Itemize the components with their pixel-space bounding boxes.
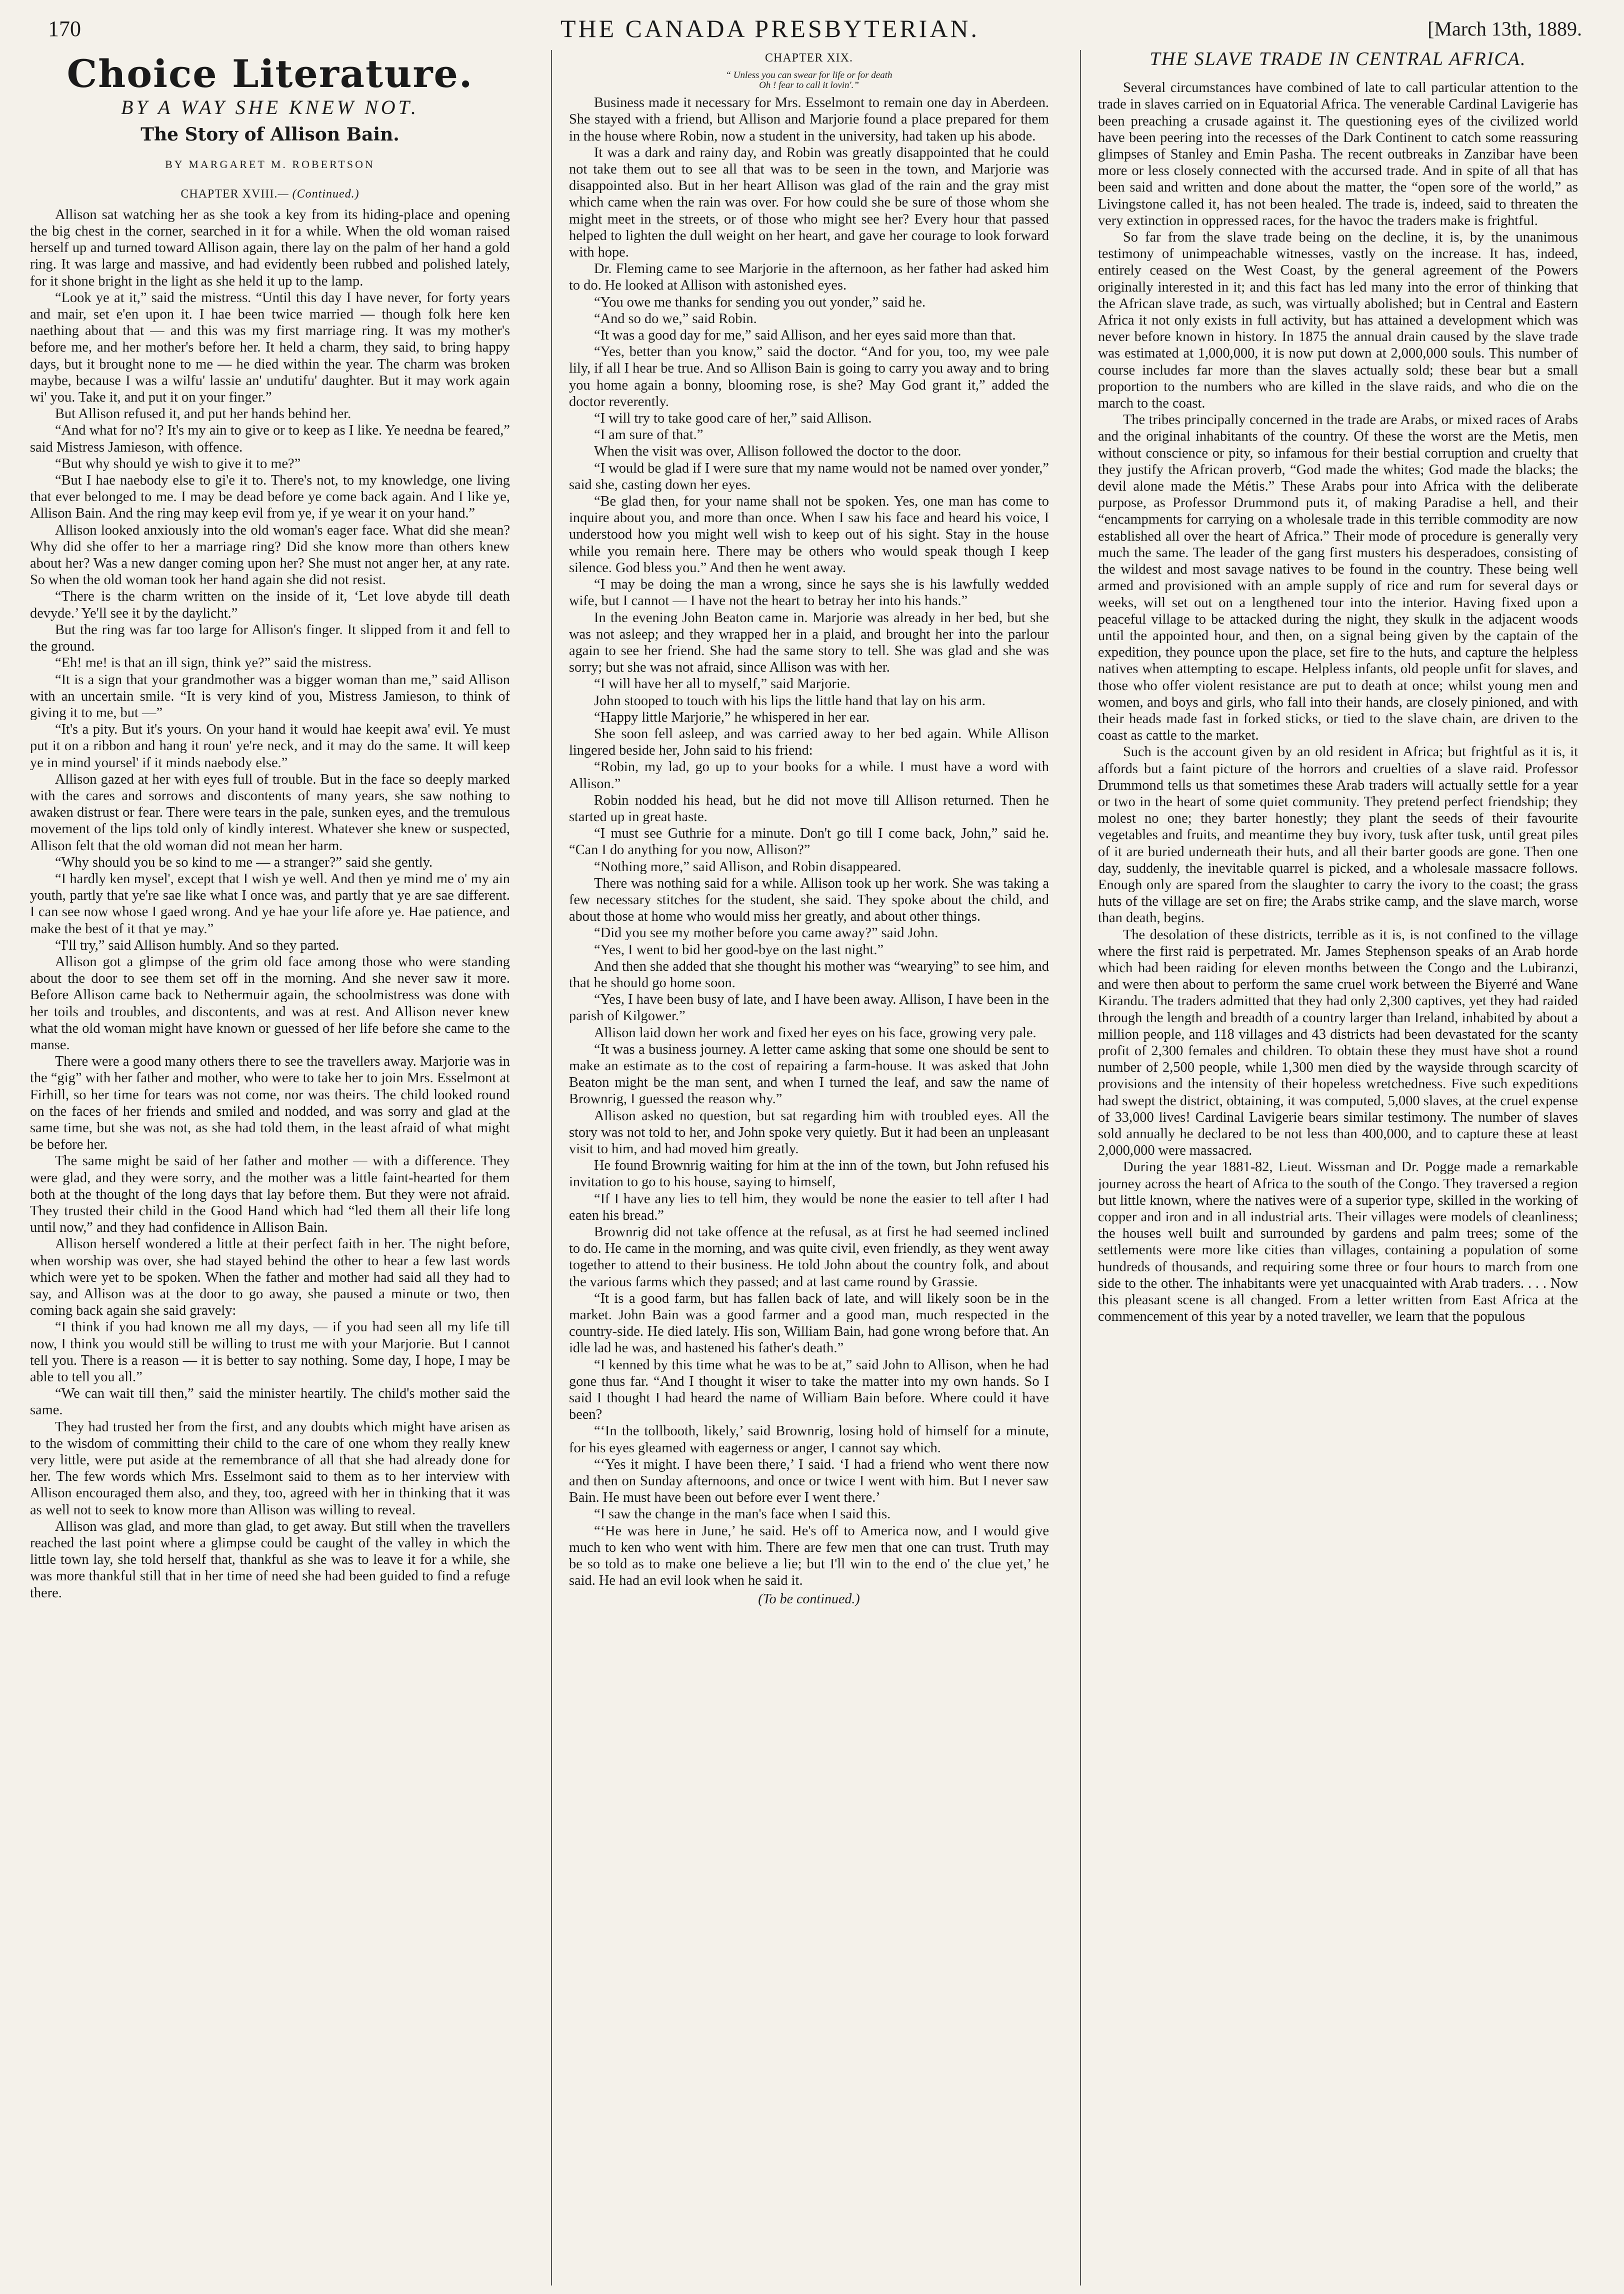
paragraph: “You owe me thanks for sending you out yonder,” said he.: [594, 294, 926, 310]
paragraph: Allison got a glimpse of the grim old face among those who were standing about the door to see them set off in the morning. And she never saw it more. Before Allison came back to Nethermuir again, the schoolmistress was done with her toils and troubles, and discontents, and was at rest. And Allison never knew what the old woman might have known or guessed of her life before she came to the manse.: [30, 954, 510, 1053]
story-title: BY A WAY SHE KNEW NOT.: [121, 96, 419, 119]
masthead: [48, 9, 1582, 48]
paragraph: “I saw the change in the man's face when I said this.: [594, 1506, 891, 1522]
paragraph: “‘Yes it might. I have been there,’ I said. ‘I had a friend who went there now and then on Sunday afternoons, and once or twice I went with him. But I never saw Bain. He must have been out before ever I went there.’: [569, 1456, 1049, 1506]
paragraph: Allison laid down her work and fixed her eyes on his face, growing very pale.: [594, 1025, 1036, 1041]
chapter-heading: CHAPTER XIX.: [764, 52, 853, 65]
column-rule-1: [551, 50, 552, 2285]
chapter-epigraph: [569, 71, 1049, 91]
paragraph: “There is the charm written on the inside of it, ‘Let love abyde till death devyde.’ Ye'll see it by the daylicht.”: [30, 589, 510, 621]
paragraph: “Yes, I went to bid her good-bye on the last night.”: [594, 942, 884, 958]
paragraph: But the ring was far too large for Allison's finger. It slipped from it and fell to the ground.: [30, 622, 510, 655]
paragraph: “Be glad then, for your name shall not be spoken. Yes, one man has come to inquire about you, and more than once. When I saw his face and heard his voice, I understood how you might well wish to keep out of his sight. Stay in the house while you remain here. There may be others who would speak though I keep silence. God bless you.” And then he went away.: [569, 494, 1049, 576]
chapter-heading: [30, 186, 510, 203]
paragraph: “Why should you be so kind to me — a stranger?” said she gently.: [55, 854, 433, 870]
column-slave-trade-article: [1098, 50, 1578, 2285]
paragraph: John stooped to touch with his lips the little hand that lay on his arm.: [594, 693, 986, 709]
paragraph: “Look ye at it,” said the mistress. “Until this day I have never, for forty years and mair, set e'en upon it. I hae been twice married — though folk here ken naething about that — and this was my first marriage ring. It was my mother's before me, and her mother's before her. It held a charm, they said, to bring happy days, but it brought none to me — he died within the year. The charm was broken maybe, because I was a wilfu' lassie an' undutifu' daughter. But it may work again wi' you. Take it, and put it on your finger.”: [30, 290, 510, 406]
paragraph: “We can wait till then,” said the minister heartily. The child's mother said the same.: [30, 1386, 510, 1418]
paragraph: “But I hae naebody else to gi'e it to. There's not, to my knowledge, one living that ever belonged to me. I may be dead before ye come back again. And I like ye, Allison Bain. And the ring may keep evil from ye, if ye wear it on your hand.”: [30, 473, 510, 522]
page-number: 170: [48, 16, 81, 41]
chapter-note: — (Continued.): [278, 187, 360, 201]
paragraph: “I hardly ken mysel', except that I wish ye well. And then ye mind me o' my ain youth, partly that ye're sae like what I once was, and partly that ye are sae different. I can see now whose I gaed wrong. And ye hae your life afore ye. Hae patience, and make the best of it that ye may.”: [30, 871, 510, 937]
paragraph: The desolation of these districts, terrible as it is, is not confined to the village where the first raid is perpetrated. Mr. James Stephenson speaks of an Arab horde which had been raiding for eleven months between the Congo and the Lubiranzi, and were then about to perform the same cruel work between the Biyerré and Wane Kirandu. The traders admitted that they had only 2,300 captives, yet they had raided through the length and breadth of a country larger than Ireland, inhabited by about a million people, and 118 villages and 43 districts had been devastated for the scanty profit of 2,300 females and children. To obtain these they must have shot a round number of 2,500 people, while 1,300 men died by the wayside through scarcity of provisions and the intensity of their hopeless wretchedness. Five such expeditions had swept the district, obtaining, it was computed, 5,000 slaves, at the cruel expense of 33,000 lives! Cardinal Lavigerie bears similar testimony. The number of slaves sold annually he declared to be not less than 400,000, and to capture these at least 2,000,000 were massacred.: [1098, 927, 1578, 1159]
story-subtitle: The Story of Allison Bain.: [140, 124, 400, 146]
paragraph: When the visit was over, Allison followed the doctor to the door.: [594, 444, 962, 460]
issue-date: [March 13th, 1889.: [1428, 17, 1582, 40]
column-story-continued: [569, 50, 1049, 2285]
epigraph-line: Oh ! fear to call it lovin'.”: [759, 80, 859, 91]
paragraph: In the evening John Beaton came in. Marjorie was already in her bed, but she was not asleep; and they wrapped her in a plaid, and brought her into the parlour again to see her friend. She had the same story to tell. She was glad and she was sorry; but she was not afraid, since Allison was with her.: [569, 610, 1049, 676]
paragraph: “And so do we,” said Robin.: [594, 311, 757, 327]
article-body: [1098, 80, 1578, 1325]
paragraph: Allison gazed at her with eyes full of trouble. But in the face so deeply marked with the cares and sorrows and discontents of many years, she saw nothing to awaken distrust or fear. There were tears in the pale, sunken eyes, and the tremulous movement of the lips told only of kindly interest. Whatever she knew or suspected, Allison felt that the old woman did not mean her harm.: [30, 771, 510, 854]
paragraph: “Did you see my mother before you came away?” said John.: [594, 925, 938, 941]
paragraph: Dr. Fleming came to see Marjorie in the afternoon, as her father had asked him to do. He looked at Allison with astonished eyes.: [569, 261, 1049, 294]
paragraph: “I will have her all to myself,” said Marjorie.: [594, 676, 850, 692]
paragraph: There was nothing said for a while. Allison took up her work. She was taking a few necessary stitches for the student, she said. They spoke about the child, and about those at home who would miss her greatly, and about other things.: [569, 875, 1049, 925]
paragraph: “Eh! me! is that an ill sign, think ye?” said the mistress.: [55, 655, 372, 671]
paragraph: “Nothing more,” said Allison, and Robin disappeared.: [594, 859, 902, 875]
paragraph: “I would be glad if I were sure that my name would not be named over yonder,” said she, casting down her eyes.: [569, 460, 1049, 493]
paragraph: There were a good many others there to see the travellers away. Marjorie was in the “gig” with her father and mother, who were to take her to join Mrs. Esselmont at Firhill, so her time for tears was not come, nor was theirs. The child looked round on the faces of her friends and smiled and nodded, and was sorry and glad at the same time, but she was not, as she had told them, in the least afraid of what might be before her.: [30, 1054, 510, 1153]
paragraph: Allison herself wondered a little at their perfect faith in her. The night before, when worship was over, she had stayed behind the other to hear a few last words which were yet to be spoken. When the father and mother had said all they had to say, and Allison was at the door to go away, she paused a minute or two, then coming back again she said gravely:: [30, 1236, 510, 1319]
paragraph: “I'll try,” said Allison humbly. And so they parted.: [55, 937, 340, 953]
paragraph: “I kenned by this time what he was to be at,” said John to Allison, when he had gone thus far. “And I thought it wiser to take the matter into my own hands. So I said I thought I had heard the name of William Bain before. Where could it have been?: [569, 1357, 1049, 1423]
column-choice-literature: [30, 50, 510, 2285]
epigraph-line: “ Unless you can swear for life or for death: [726, 70, 892, 81]
article-title: THE SLAVE TRADE IN CENTRAL AFRICA.: [1150, 50, 1526, 70]
paragraph: He found Brownrig waiting for him at the inn of the town, but John refused his invitation to go to his house, saying to himself,: [569, 1158, 1049, 1190]
paragraph: The same might be said of her father and mother — with a difference. They were glad, and they were sorry, and the mother was a little faint-hearted for them both at the thought of the long days that lay before them. But they were not afraid. They trusted their child in the Good Hand which had “led them all their life long until now,” and they had confidence in Allison Bain.: [30, 1153, 510, 1236]
to-be-continued: (To be continued.): [758, 1591, 860, 1607]
paragraph: “And what for no'? It's my ain to give or to keep as I like. Ye needna be feared,” said Mistress Jamieson, with offence.: [30, 423, 510, 455]
story-body: [569, 95, 1049, 1589]
paragraph: “‘He was here in June,’ he said. He's off to America now, and I would give much to ken who went with him. There are few men that one can trust. Truth may be so told as to make one believe a lie; but I'll win to the end o' the clue yet,’ he said. He had an evil look when he said it.: [569, 1523, 1049, 1589]
paragraph: “I may be doing the man a wrong, since he says she is his lawfully wedded wife, but I cannot — I have not the heart to betray her into his hands.”: [569, 577, 1049, 609]
paragraph: “It was a good day for me,” said Allison, and her eyes said more than that.: [594, 328, 1016, 344]
paragraph: Allison looked anxiously into the old woman's eager face. What did she mean? Why did she offer to her a marriage ring? Did she know more than others knew about her? Was a new danger coming upon her? She must not anger her, at any rate. So when the old woman took her hand again she did not resist.: [30, 522, 510, 588]
paragraph: Such is the account given by an old resident in Africa; but frightful as it is, it affords but a faint picture of the horrors and cruelties of a slave raid. Professor Drummond tells us that sometimes these Arab traders will actually settle for a year or two in the heart of some quiet community. They pretend perfect friendship; they molest no one; they barter honestly; they plant the seeds of their favourite vegetables and fruits, and meantime they buy ivory, tusk after tusk, until great piles of it are buried underneath their huts, and all their barter goods are gone. Then one day, suddenly, the inevitable quarrel is picked, and a wholesale massacre follows. Enough only are spared from the slaughter to carry the ivory to the coast; the grass huts of the village are set on fire; the Arabs strike camp, and the slave march, worse than death, begins.: [1098, 744, 1578, 926]
paragraph: Allison asked no question, but sat regarding him with troubled eyes. All the story was not told to her, and John spoke very quietly. But it had been an unpleasant visit to him, and had moved him greatly.: [569, 1108, 1049, 1157]
paragraph: “I will try to take good care of her,” said Allison.: [594, 411, 872, 427]
paragraph: “It is a good farm, but has fallen back of late, and will likely soon be in the market. John Bain was a good farmer and a good man, much respected in the country-side. He died lately. His son, William Bain, had gone wrong before that. An idle lad he was, and hastened his father's death.”: [569, 1290, 1049, 1356]
paragraph: So far from the slave trade being on the decline, it is, by the unanimous testimony of unimpeachable witnesses, vastly on the increase. It has, indeed, entirely ceased on the West Coast, by the general agreement of the Powers originally interested in it; and this fact has led many into the error of thinking that the African slave trade, as such, was virtually abolished; but in Central and Eastern Africa it not only exists in full activity, but has attained a development which was never before known in history. In 1875 the annual drain caused by the slave trade was estimated at 1,000,000, it is now put down at 2,000,000 souls. This number of course includes far more than the slaves actually sold; these bear but a small proportion to the numbers who are killed in the slave raids, and who die on the march to the coast.: [1098, 230, 1578, 412]
paragraph: “Happy little Marjorie,” he whispered in her ear.: [594, 709, 870, 725]
publication-title: THE CANADA PRESBYTERIAN.: [560, 15, 980, 43]
paragraph: “‘In the tollbooth, likely,’ said Brownrig, losing hold of himself for a minute, for his eyes gleamed with eagerness or anger, I cannot say which.: [569, 1423, 1049, 1456]
paragraph: “I am sure of that.”: [594, 427, 704, 443]
paragraph: “I think if you had known me all my days, — if you had seen all my life till now, I think you would still be willing to trust me with your Marjorie. But I cannot tell you. There is a reason — it is better to say nothing. Some day, I hope, I may be able to tell you all.”: [30, 1319, 510, 1385]
paragraph: “It's a pity. But it's yours. On your hand it would hae keepit awa' evil. Ye must put it on a ribbon and hang it roun' ye're neck, and it may do the same. It will keep ye in mind yoursel' if it minds naebody else.”: [30, 722, 510, 771]
paragraph: Brownrig did not take offence at the refusal, as at first he had seemed inclined to do. He came in the morning, and was quite civil, even friendly, as they went away together to attend to their business. He told John about the country folk, and about the various farms which they passed; and at last came round by Grassie.: [569, 1224, 1049, 1290]
paragraph: During the year 1881-82, Lieut. Wissman and Dr. Pogge made a remarkable journey across the heart of Africa to the south of the Congo. They traversed a region but little known, where the natives were of a superior type, skilled in the working of copper and iron and in all industrial arts. Their villages were models of cleanliness; the houses well built and surrounded by gardens and palm trees; some of the settlements were more like cities than villages, containing a population of some hundreds of thousands, and requiring some three or four hours to march from one side to the other. The inhabitants were yet unacquainted with Arab traders. . . . Now this pleasant scene is all changed. From a letter written from East Africa at the commencement of this year by a noted traveller, we learn that the populous: [1098, 1159, 1578, 1325]
paragraph: And then she added that she thought his mother was “wearying” to see him, and that he should go home soon.: [569, 958, 1049, 991]
paragraph: “I must see Guthrie for a minute. Don't go till I come back, John,” said he. “Can I do anything for you now, Allison?”: [569, 826, 1049, 858]
paragraph: The tribes principally concerned in the trade are Arabs, or mixed races of Arabs and the original inhabitants of the country. Of these the worst are the Metis, men without conscience or pity, so infamous for their bestial corruption and cruelty that they justify the African proverb, “God made the whites; God made the blacks; the devil alone made the Métis.” These Arabs pour into Africa with the deliberate purpose, as Professor Drummond puts it, of making Paradise a hell, and their “encampments for carrying on a wholesale trade in this terrible commodity are now established all over the heart of Africa.” Their mode of procedure is generally very much the same. The leader of the gang first musters his desperadoes, consisting of the wildest and most savage natives to be found in the country. These being well armed and provisioned with an ample supply of rice and rum for several days or weeks, will set out on a lengthened tour into the interior. Having fixed upon a peaceful village to be attacked during the night, they skulk in the adjacent woods until the appointed hour, and then, on a signal being given by the captain of the expedition, they pounce upon the place, set fire to the huts, and capture the helpless natives when attempting to escape. Helpless infants, old people unfit for slaves, and those who offer violent resistance are put to death at once; whilst young men and women, and boys and girls, who fall into their hands, are closely pinioned, and with their heads made fast in forked sticks, or tied to the slave chain, are driven to the coast as cattle to the market.: [1098, 412, 1578, 744]
column-rule-2: [1080, 50, 1081, 2285]
paragraph: Business made it necessary for Mrs. Esselmont to remain one day in Aberdeen. She stayed with a friend, but Allison and Marjorie found a place prepared for them in the house where Robin, now a student in the university, had taken up his abode.: [569, 95, 1049, 144]
paragraph: “If I have any lies to tell him, they would be none the easier to tell after I had eaten his bread.”: [569, 1191, 1049, 1223]
paragraph: “It is a sign that your grandmother was a bigger woman than me,” said Allison with an uncertain smile. “It is very kind of you, Mistress Jamieson, to think of giving it to me, but —”: [30, 672, 510, 721]
paragraph: “It was a business journey. A letter came asking that some one should be sent to make an estimate as to the cost of repairing a farm-house. It was asked that John Beaton might be the man sent, and when I turned the leaf, and saw the name of Brownrig, I guessed the reason why.”: [569, 1041, 1049, 1107]
paragraph: It was a dark and rainy day, and Robin was greatly disappointed that he could not take them out to see all that was to be seen in the town, and Marjorie was disappointed also. But in her heart Allison was glad of the rain and the gray mist which came when the rain was over. For how could she be sure of those whom she might meet in the streets, or of those who might see her? Every hour that passed helped to lighten the dull weight on her heart, and gave her courage to look forward with hope.: [569, 145, 1049, 261]
paragraph: Allison sat watching her as she took a key from its hiding-place and opening the big chest in the corner, searched in it for a while. When the old woman raised herself up and turned toward Allison again, there lay on the palm of her hand a gold ring. It was large and massive, and had evidently been rubbed and polished lately, for it shone bright in the light as she held it up to the lamp.: [30, 207, 510, 289]
paragraph: “Yes, I have been busy of late, and I have been away. Allison, I have been in the parish of Kilgower.”: [569, 992, 1049, 1024]
paragraph: Robin nodded his head, but he did not move till Allison returned. Then he started up in great haste.: [569, 792, 1049, 825]
paragraph: Allison was glad, and more than glad, to get away. But still when the travellers reached the last point where a glimpse could be caught of the valley in which the little town lay, she told herself that, thankful as she was to leave it for a while, she was more thankful still that in her time of need she had been guided to find a refuge there.: [30, 1518, 510, 1601]
chapter-number: CHAPTER XVIII.: [180, 187, 278, 201]
paragraph: “But why should ye wish to give it to me?”: [55, 456, 301, 472]
story-body: [30, 207, 510, 1601]
paragraph: Several circumstances have combined of late to call particular attention to the trade in slaves carried on in Equatorial Africa. The venerable Cardinal Lavigerie has been preaching a crusade against it. The questioning eyes of the civilized world have been peering into the recesses of the Dark Continent to catch some reassuring glimpses of Stanley and Emin Pasha. The recent outbreaks in Zanzibar have been more or less closely connected with the accursed trade. And in spite of all that has been said and written and done about the matter, the “open sore of the world,” as Livingstone called it, has not been healed. The trade is, indeed, said to threaten the very extinction in oppressed races, for the havoc the traders make is frightful.: [1098, 80, 1578, 229]
paragraph: “Robin, my lad, go up to your books for a while. I must have a word with Allison.”: [569, 759, 1049, 792]
paragraph: But Allison refused it, and put her hands behind her.: [55, 406, 352, 422]
paragraph: She soon fell asleep, and was carried away to her bed again. While Allison lingered beside her, John said to his friend:: [569, 726, 1049, 759]
section-title: Choice Literature.: [66, 52, 474, 96]
paragraph: “Yes, better than you know,” said the doctor. “And for you, too, my wee pale lily, if all I hear be true. And so Allison Bain is going to carry you away and to bring you home again a bonny, blooming rose, is she? May God grant it,” added the doctor reverently.: [569, 344, 1049, 410]
paragraph: They had trusted her from the first, and any doubts which might have arisen as to the wisdom of committing their child to the care of one whom they really knew very little, were put aside at the remembrance of all that she had already done for her. The few words which Mrs. Esselmont said to them as to her interview with Allison encouraged them also, and they, too, agreed with her in thinking that it was as well not to seek to know more than Allison was willing to reveal.: [30, 1419, 510, 1518]
byline: BY MARGARET M. ROBERTSON: [165, 158, 375, 171]
